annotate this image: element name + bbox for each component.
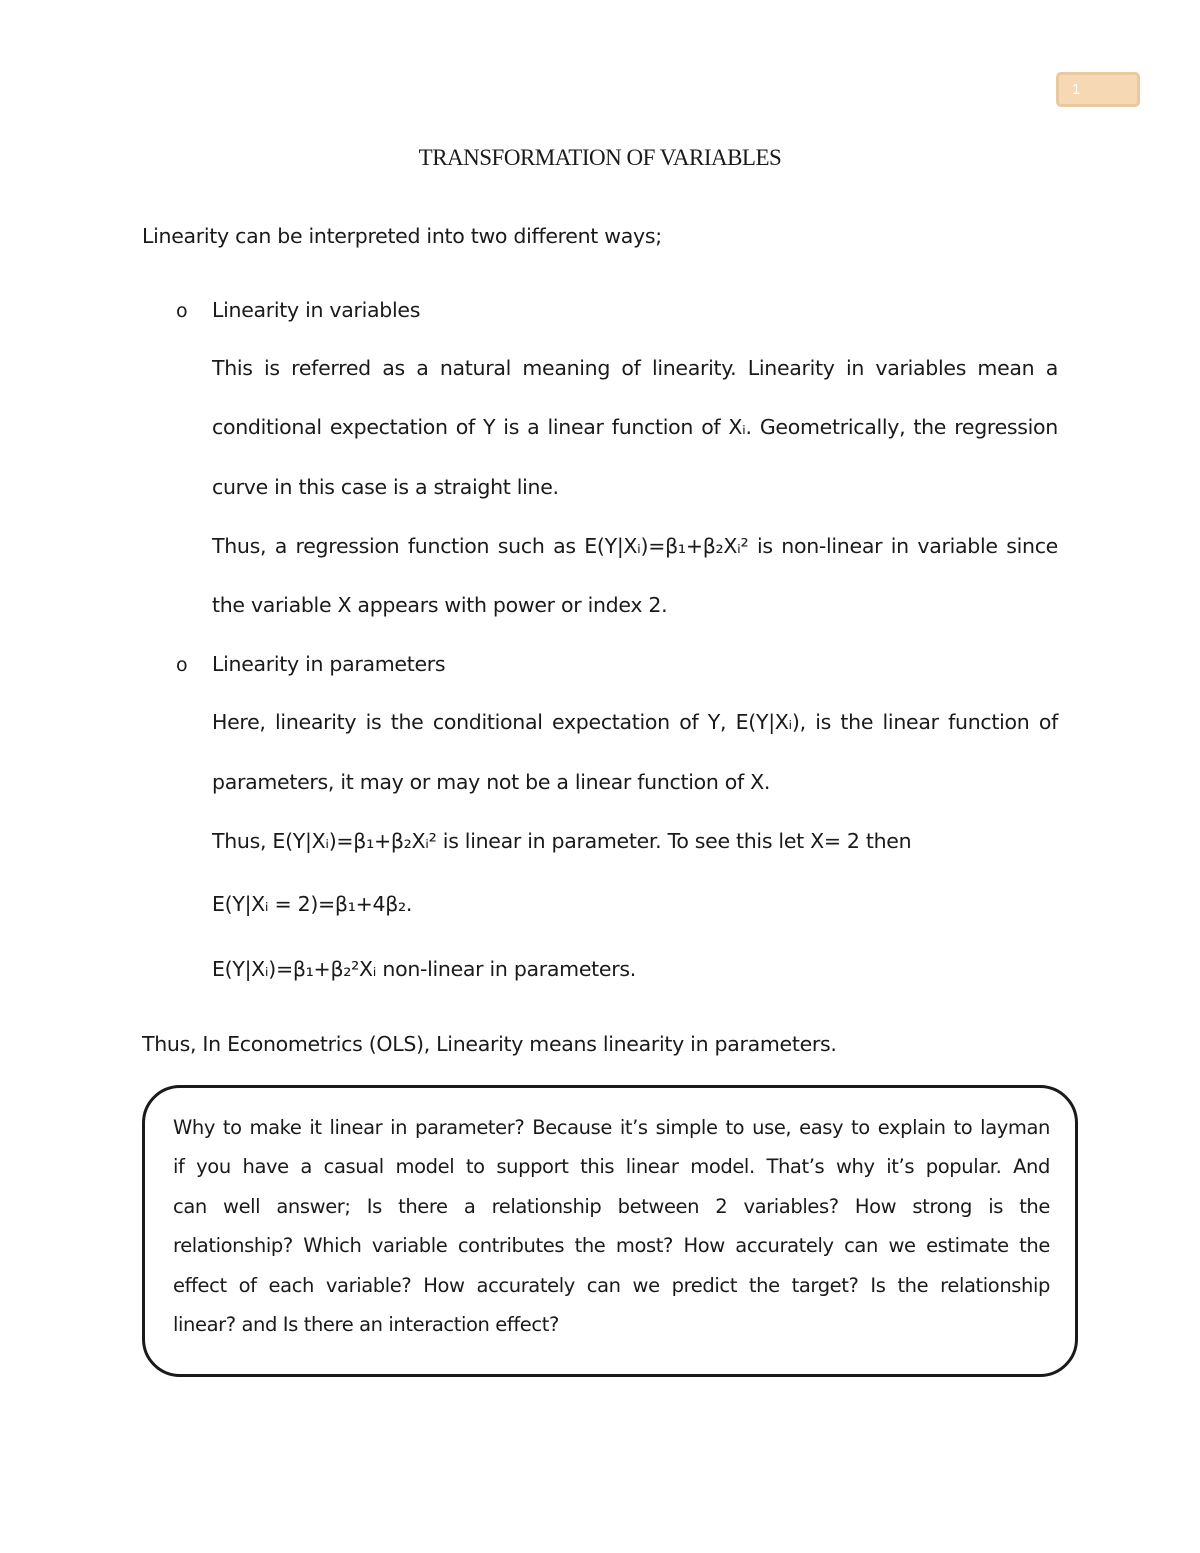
page-title: TRANSFORMATION OF VARIABLES	[418, 145, 782, 170]
callout-line: effect of each variable? How accurately can we predict the target? Is the relationship	[173, 1274, 1050, 1297]
section-heading-variables: Linearity in variables	[212, 298, 421, 322]
callout-line: relationship? Which variable contributes the most? How accurately can we estimate the	[173, 1234, 1050, 1257]
paragraph-line: the variable X appears with power or index 2.	[212, 593, 668, 617]
callout-line: can well answer; Is there a relationship between 2 variables? How strong is the	[173, 1195, 1050, 1218]
paragraph-line: Here, linearity is the conditional expectation of Y, E(Y|Xᵢ), is the linear function of	[212, 710, 1058, 734]
callout-box	[142, 1085, 1078, 1377]
paragraph-line: Thus, E(Y|Xᵢ)=β₁+β₂Xᵢ² is linear in parameter. To see this let X= 2 then	[212, 829, 912, 853]
bullet-marker: o	[176, 654, 188, 676]
bullet-marker: o	[176, 300, 188, 322]
page-number-badge	[1056, 72, 1140, 107]
equation-line: E(Y|Xᵢ = 2)=β₁+4β₂.	[212, 892, 413, 916]
intro-text: Linearity can be interpreted into two different ways;	[142, 224, 662, 248]
paragraph-line: conditional expectation of Y is a linear function of Xᵢ. Geometrically, the regression	[212, 415, 1058, 439]
section-heading-parameters: Linearity in parameters	[212, 652, 446, 676]
paragraph-line: Thus, a regression function such as E(Y|Xᵢ)=β₁+β₂Xᵢ² is non-linear in variable since	[212, 534, 1058, 558]
page-number: 1	[1072, 81, 1081, 98]
paragraph-line: This is referred as a natural meaning of linearity. Linearity in variables mean a	[212, 356, 1058, 380]
equation-line: E(Y|Xᵢ)=β₁+β₂²Xᵢ non-linear in parameters.	[212, 957, 636, 981]
callout-line: linear? and Is there an interaction effect?	[173, 1313, 559, 1336]
callout-line: Why to make it linear in parameter? Because it’s simple to use, easy to explain to layman	[173, 1116, 1050, 1139]
conclusion-text: Thus, In Econometrics (OLS), Linearity means linearity in parameters.	[142, 1032, 837, 1056]
paragraph-line: curve in this case is a straight line.	[212, 475, 559, 499]
callout-line: if you have a casual model to support this linear model. That’s why it’s popular. And	[173, 1155, 1050, 1178]
paragraph-line: parameters, it may or may not be a linear function of X.	[212, 770, 771, 794]
